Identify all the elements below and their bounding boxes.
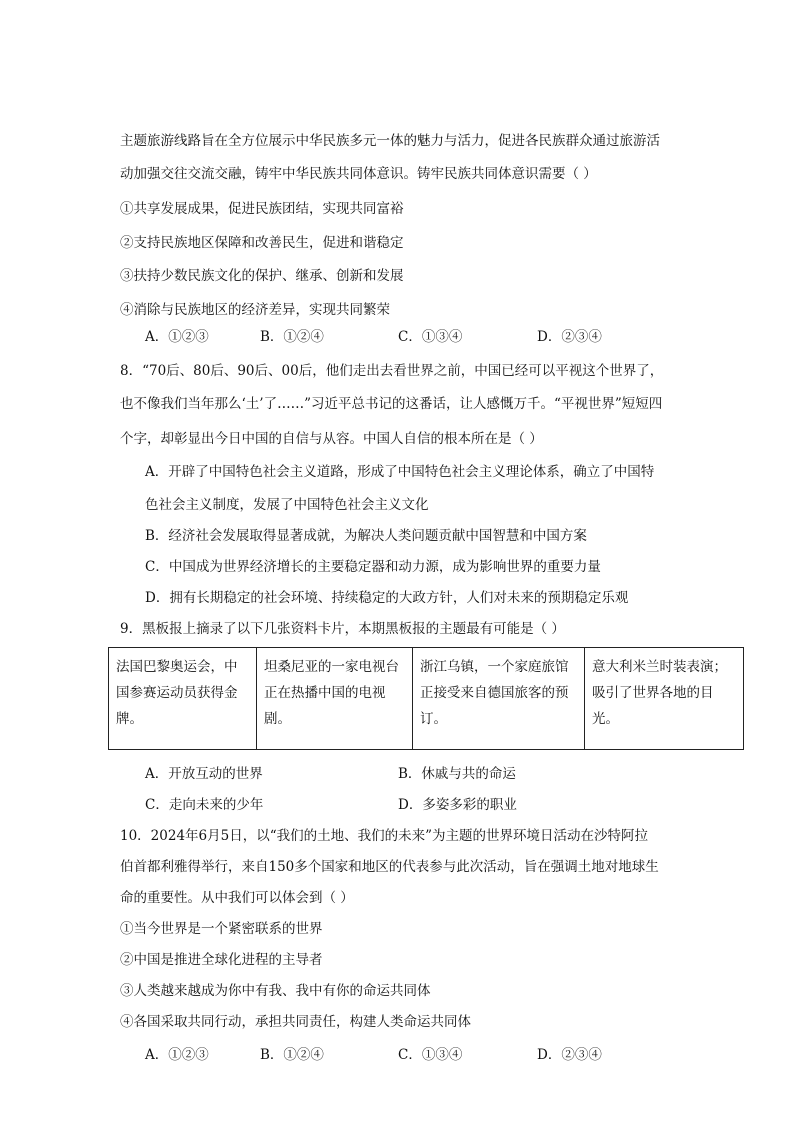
q10-stem-line-1: 10．2024年6月5日，以“我们的土地、我们的未来”为主题的世界环境日活动在沙特阿拉 — [120, 828, 649, 844]
q10-stem-line-3: 命的重要性。从中我们可以体会到（ ） — [120, 890, 354, 906]
q8-option-d: D．拥有长期稳定的社会环境、持续稳定的大政方针，人们对未来的预期稳定乐观 — [145, 590, 629, 606]
q7-option-a: A．①②③ — [145, 329, 209, 345]
q9-option-b: B．休戚与共的命运 — [398, 766, 516, 782]
q9-card-3: 浙江乌镇，一个家庭旅馆正接受来自德国旅客的预订。 — [413, 648, 585, 750]
q7-option-b: B．①②④ — [260, 329, 324, 345]
q8-option-a-line-2: 色社会主义制度，发展了中国特色社会主义文化 — [145, 497, 429, 513]
q8-option-c: C．中国成为世界经济增长的主要稳定器和动力源，成为影响世界的重要力量 — [145, 559, 601, 575]
q10-item-1: ①当今世界是一个紧密联系的世界 — [120, 921, 323, 937]
q7-item-2: ②支持民族地区保障和改善民生，促进和谐稳定 — [120, 235, 404, 251]
q9-stem: 9．黑板报上摘录了以下几张资料卡片，本期黑板报的主题最有可能是（ ） — [120, 621, 565, 637]
q9-option-c: C．走向未来的少年 — [145, 797, 264, 813]
q9-card-table — [108, 647, 744, 750]
q7-stem-line-1: 主题旅游线路旨在全方位展示中华民族多元一体的魅力与活力，促进各民族群众通过旅游活 — [120, 133, 660, 149]
q10-option-b: B．①②④ — [260, 1047, 324, 1063]
q10-option-d: D．②③④ — [537, 1047, 602, 1063]
q10-stem-line-2: 伯首都利雅得举行，来自150多个国家和地区的代表参与此次活动，旨在强调土地对地球生 — [120, 859, 659, 875]
q8-option-a-line-1: A．开辟了中国特色社会主义道路，形成了中国特色社会主义理论体系，确立了中国特 — [145, 464, 655, 480]
q9-card-4: 意大利米兰时装表演；吸引了世界各地的目光。 — [585, 648, 744, 750]
q9-option-a: A．开放互动的世界 — [145, 766, 263, 782]
q10-option-c: C．①③④ — [398, 1047, 463, 1063]
q10-item-3: ③人类越来越成为你中有我、我中有你的命运共同体 — [120, 983, 431, 999]
q7-item-4: ④消除与民族地区的经济差异，实现共同繁荣 — [120, 302, 390, 318]
q8-stem-line-3: 个字，却彰显出今日中国的自信与从容。中国人自信的根本所在是（ ） — [120, 431, 543, 447]
q7-item-1: ①共享发展成果，促进民族团结，实现共同富裕 — [120, 201, 404, 217]
q8-stem-line-2: 也不像我们当年那么‘土’了……”习近平总书记的这番话，让人感慨万千。“平视世界”短短四 — [120, 396, 663, 412]
q10-item-2: ②中国是推进全球化进程的主导者 — [120, 952, 323, 968]
q9-option-d: D．多姿多彩的职业 — [398, 797, 517, 813]
q7-option-c: C．①③④ — [398, 329, 463, 345]
q10-option-a: A．①②③ — [145, 1047, 209, 1063]
q7-stem-line-2: 动加强交往交流交融，铸牢中华民族共同体意识。铸牢民族共同体意识需要（ ） — [120, 166, 597, 182]
q10-item-4: ④各国采取共同行动，承担共同责任，构建人类命运共同体 — [120, 1014, 471, 1030]
q7-item-3: ③扶持少数民族文化的保护、继承、创新和发展 — [120, 268, 404, 284]
q9-card-1: 法国巴黎奥运会，中国参赛运动员获得金牌。 — [109, 648, 257, 750]
q8-option-b: B．经济社会发展取得显著成就，为解决人类问题贡献中国智慧和中国方案 — [145, 528, 587, 544]
q9-card-2: 坦桑尼亚的一家电视台正在热播中国的电视剧。 — [257, 648, 413, 750]
q7-option-d: D．②③④ — [537, 329, 602, 345]
q8-stem-line-1: 8．“70后、80后、90后、00后，他们走出去看世界之前，中国已经可以平视这个世界了， — [120, 363, 664, 379]
